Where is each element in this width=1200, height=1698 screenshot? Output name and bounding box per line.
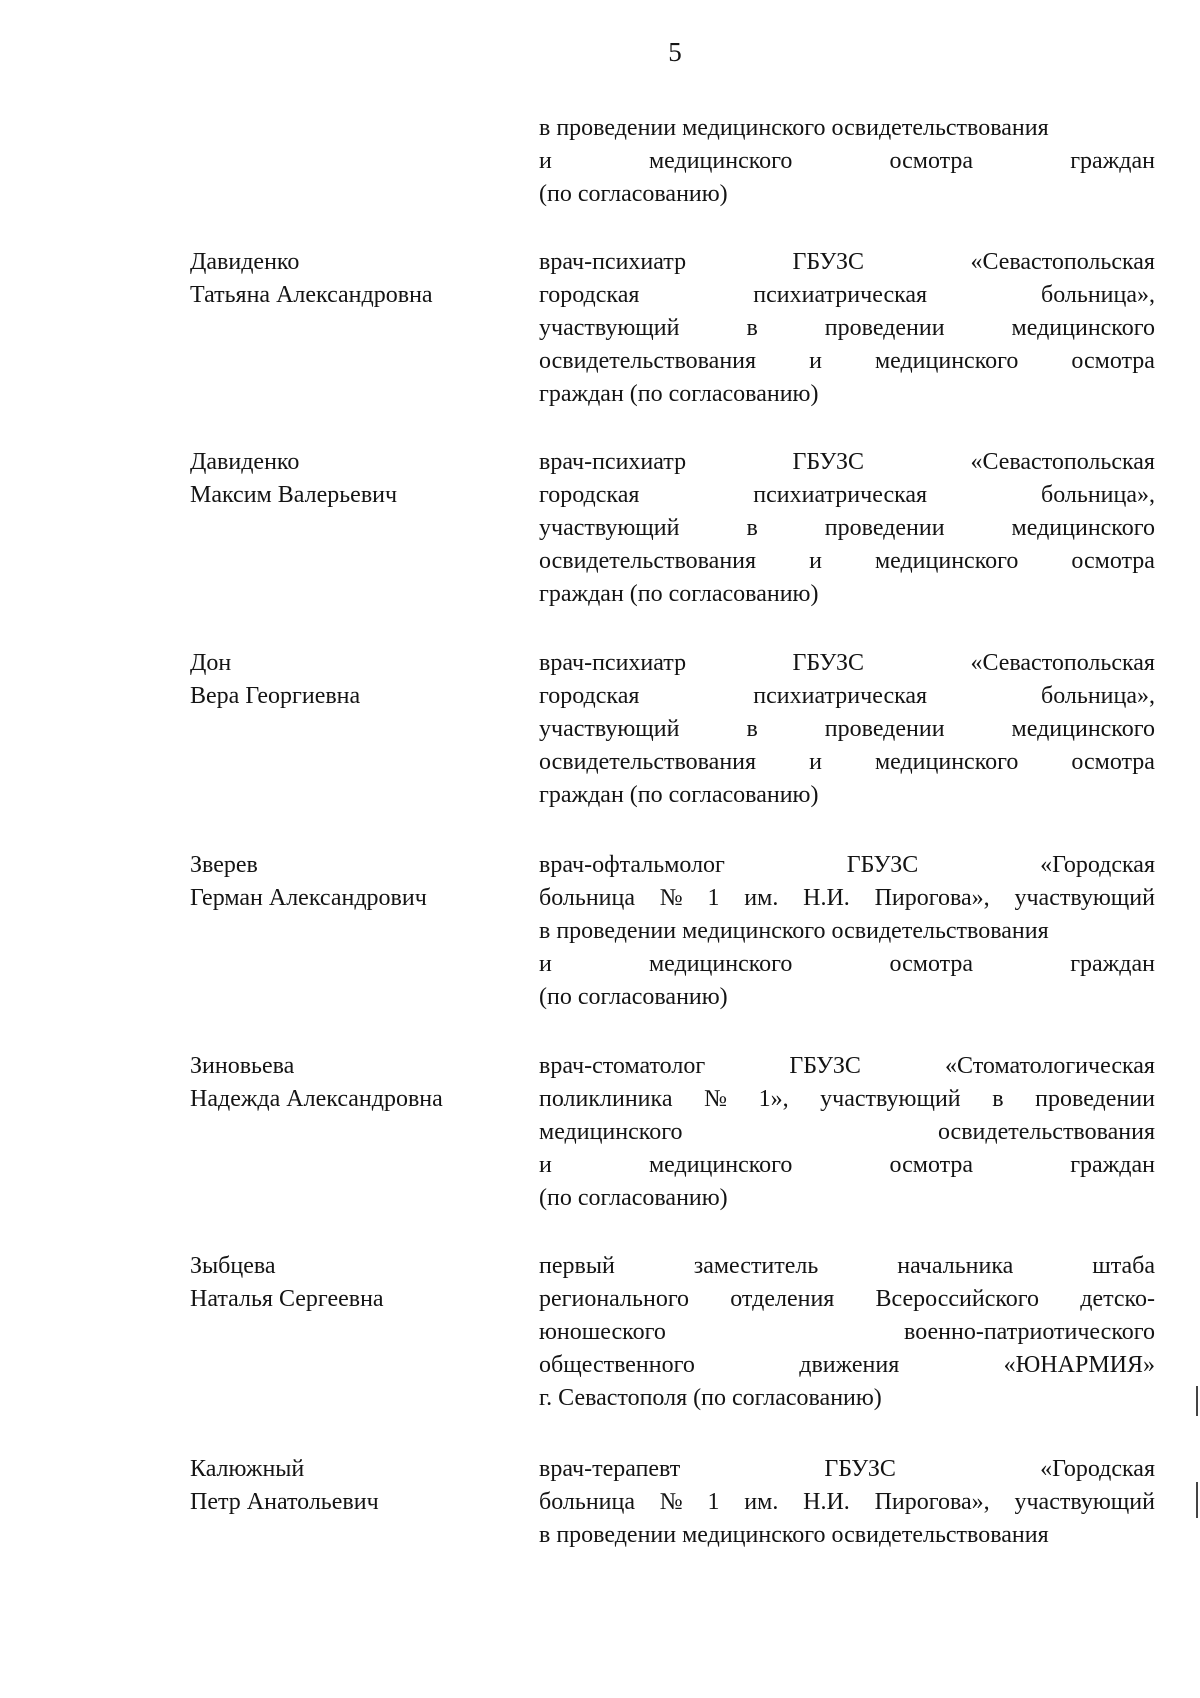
position-word: и [809,348,822,374]
page-number: 5 [668,37,682,67]
position-line [539,1349,1155,1382]
position-word: проведении [824,515,945,541]
position-word: медицинского [874,348,1019,374]
position-word: ГБУЗС [792,650,865,676]
position-word: участвующий [1014,885,1155,911]
position-word: им. [744,885,779,911]
member-surname: Зыбцева [190,1253,276,1279]
position-word: граждан (по согласованию) [539,581,819,607]
member-name [190,1453,510,1519]
position-word: и [539,1152,552,1178]
position-word: в [992,1086,1004,1112]
position-word: первый [539,1253,615,1279]
position-word: медицинского [648,1152,793,1178]
position-word: медицинского [648,951,793,977]
position-line [539,279,1155,312]
position-line [539,345,1155,378]
scan-margin-mark [1196,1386,1198,1416]
position-word: и [809,749,822,775]
position-word: начальника [897,1253,1014,1279]
position-line [539,479,1155,512]
position-word: врач-психиатр [539,650,687,676]
position-word: больница [539,1489,635,1515]
position-word: отделения [730,1286,835,1312]
position-word: «ЮНАРМИЯ» [1003,1352,1155,1378]
position-word: психиатрическая [753,482,928,508]
position-word: осмотра [1071,749,1155,775]
member-name [190,647,510,713]
member-surname: Зиновьева [190,1053,295,1079]
position-line [539,246,1155,279]
position-line [539,1182,1155,1215]
position-line [539,512,1155,545]
position-word: детско- [1080,1286,1155,1312]
position-word: «Севастопольская [970,449,1155,475]
position-word: общественного [539,1352,695,1378]
position-line [539,1316,1155,1349]
member-position [539,647,1155,812]
position-line [539,178,1155,211]
position-word: граждан (по согласованию) [539,381,819,407]
position-word: Н.И. [803,885,850,911]
position-word: врач-офтальмолог [539,852,725,878]
position-word: военно-патриотического [904,1319,1155,1345]
position-line [539,915,1155,948]
position-word: медицинского [1011,716,1155,742]
position-word: (по согласованию) [539,181,728,207]
position-word: граждан [1070,1152,1155,1178]
position-line [539,1083,1155,1116]
position-word: больница», [1041,482,1155,508]
position-word: врач-терапевт [539,1456,681,1482]
position-word: Пирогова», [874,885,990,911]
position-word: медицинского [874,548,1019,574]
position-word: освидетельствования [539,348,757,374]
position-line [539,1519,1155,1552]
position-word: медицинского [874,749,1019,775]
position-line [539,948,1155,981]
position-word: проведении [824,716,945,742]
position-word: поликлиника [539,1086,673,1112]
position-word: больница», [1041,282,1155,308]
member-position [539,849,1155,1014]
position-word: в [746,515,758,541]
position-word: Пирогова», [874,1489,990,1515]
position-word: «Севастопольская [970,650,1155,676]
position-word: участвующий [539,515,680,541]
position-word: юношеского [539,1319,666,1345]
position-line [539,545,1155,578]
position-line [539,981,1155,1014]
position-line [539,1283,1155,1316]
member-name [190,1050,510,1116]
position-word: 1 [707,1489,720,1515]
position-word: городская [539,282,640,308]
position-word: ГБУЗС [846,852,919,878]
position-line [539,779,1155,812]
member-given-names: Надежда Александровна [190,1086,443,1112]
position-word: г. Севастополя (по согласованию) [539,1385,882,1411]
position-line [539,1382,1155,1415]
position-word: (по согласованию) [539,984,728,1010]
position-word: городская [539,482,640,508]
position-word: в проведении медицинского освидетельствования [539,918,1049,944]
position-word: заместитель [693,1253,819,1279]
position-line [539,1050,1155,1083]
position-line [539,446,1155,479]
position-word: № [659,1489,683,1515]
position-line [539,713,1155,746]
member-position [539,1453,1155,1552]
position-word: в [746,716,758,742]
position-word: «Городская [1040,852,1155,878]
position-word: граждан (по согласованию) [539,782,819,808]
position-line [539,112,1155,145]
position-word: больница», [1041,683,1155,709]
position-word: врач-стоматолог [539,1053,706,1079]
continuation-text [539,112,1155,211]
position-word: № [704,1086,727,1112]
position-word: ГБУЗС [789,1053,861,1079]
position-word: освидетельствования [539,749,757,775]
position-word: проведении [1035,1086,1155,1112]
position-word: врач-психиатр [539,249,687,275]
member-surname: Зверев [190,852,258,878]
position-word: осмотра [1071,348,1155,374]
member-surname: Давиденко [190,249,300,275]
position-word: ГБУЗС [792,449,865,475]
member-surname: Давиденко [190,449,300,475]
position-word: штаба [1092,1253,1155,1279]
position-line [539,145,1155,178]
position-line [539,1486,1155,1519]
position-line [539,378,1155,411]
member-position [539,446,1155,611]
position-word: участвующий [539,716,680,742]
position-word: «Стоматологическая [945,1053,1155,1079]
position-line [539,578,1155,611]
position-word: больница [539,885,635,911]
position-line [539,1250,1155,1283]
member-given-names: Татьяна Александровна [190,282,433,308]
scan-margin-mark [1196,1482,1198,1518]
member-name [190,1250,510,1316]
member-name [190,246,510,312]
position-word: движения [799,1352,900,1378]
member-surname: Дон [190,650,232,676]
member-given-names: Максим Валерьевич [190,482,398,508]
position-line [539,312,1155,345]
position-word: Н.И. [803,1489,850,1515]
member-position [539,1250,1155,1415]
member-given-names: Петр Анатольевич [190,1489,379,1515]
position-line [539,849,1155,882]
position-line [539,1453,1155,1486]
member-given-names: Наталья Сергеевна [190,1286,384,1312]
position-line [539,1149,1155,1182]
position-word: и [539,951,552,977]
position-line [539,680,1155,713]
member-given-names: Герман Александрович [190,885,427,911]
position-word: ГБУЗС [824,1456,896,1482]
position-word: граждан [1070,951,1155,977]
position-word: (по согласованию) [539,1185,728,1211]
position-word: осмотра [889,951,974,977]
position-word: проведении [824,315,945,341]
position-word: освидетельствования [937,1119,1155,1145]
position-word: медицинского [1011,315,1155,341]
position-word: «Городская [1040,1456,1155,1482]
member-name [190,849,510,915]
position-word: в проведении медицинского освидетельствования [539,1522,1049,1548]
position-word: участвующий [1014,1489,1155,1515]
position-word: 1 [707,885,720,911]
position-word: освидетельствования [539,548,757,574]
member-name [190,446,510,512]
position-word: медицинского [1011,515,1155,541]
position-word: участвующий [820,1086,961,1112]
position-word: и [539,148,552,174]
position-word: в проведении медицинского освидетельствования [539,115,1049,141]
position-word: осмотра [1071,548,1155,574]
position-word: осмотра [889,148,974,174]
position-word: граждан [1070,148,1155,174]
member-given-names: Вера Георгиевна [190,683,361,709]
member-position [539,246,1155,411]
position-line [539,647,1155,680]
position-word: 1», [758,1086,789,1112]
position-word: осмотра [889,1152,974,1178]
position-word: в [746,315,758,341]
position-word: и [809,548,822,574]
position-word: участвующий [539,315,680,341]
position-word: ГБУЗС [792,249,865,275]
position-line [539,746,1155,779]
position-line [539,1116,1155,1149]
position-word: психиатрическая [753,683,928,709]
member-position [539,1050,1155,1215]
position-word: Всероссийского [875,1286,1040,1312]
position-line [539,882,1155,915]
position-word: им. [744,1489,779,1515]
position-word: городская [539,683,640,709]
position-word: № [659,885,683,911]
position-word: психиатрическая [753,282,928,308]
member-surname: Калюжный [190,1456,305,1482]
position-word: «Севастопольская [970,249,1155,275]
position-word: регионального [539,1286,690,1312]
position-word: медицинского [539,1119,683,1145]
position-word: медицинского [648,148,793,174]
position-word: врач-психиатр [539,449,687,475]
